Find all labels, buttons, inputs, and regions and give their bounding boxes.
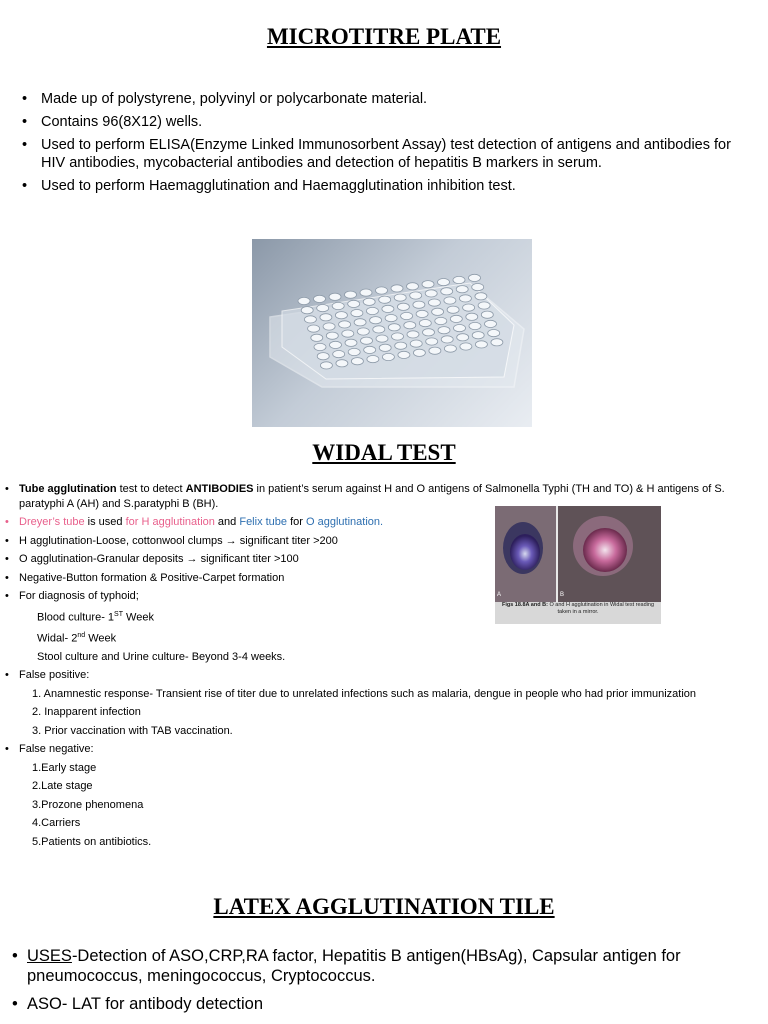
plate-well: [469, 274, 481, 281]
plate-well: [404, 322, 416, 329]
plate-well: [348, 300, 360, 307]
text: 3. Prior vaccination with TAB vaccination.: [32, 724, 233, 737]
plate-well: [391, 285, 403, 292]
bold-text: ANTIBODIES: [185, 483, 254, 495]
plate-well: [314, 295, 326, 302]
bullet-text: ASO- LAT for antibody detection: [27, 995, 264, 1013]
bullet-icon: •: [5, 553, 9, 565]
plate-well: [454, 325, 466, 332]
list-item: [12, 994, 752, 1014]
plate-well: [360, 289, 372, 296]
list-item: [22, 136, 752, 172]
plate-well: [398, 351, 410, 358]
bullet-text: Used to perform Haemagglutination and Haemagglutination inhibition test.: [41, 178, 516, 194]
bullet-icon: •: [5, 669, 9, 682]
false-negative-label: False negative:: [19, 743, 94, 756]
text: 4.Carriers: [32, 817, 81, 830]
plate-well: [441, 288, 453, 295]
bullet-icon: •: [5, 534, 9, 547]
bullet-icon: •: [12, 995, 18, 1013]
plate-well: [425, 290, 437, 297]
plate-well: [342, 330, 354, 337]
widal-test-photo: [495, 506, 661, 624]
plate-well: [376, 335, 388, 342]
plate-well: [345, 339, 357, 346]
plate-well: [457, 334, 469, 341]
plate-well: [348, 348, 360, 355]
plate-well: [401, 312, 413, 319]
list-item: [32, 798, 760, 813]
bullet-text: Negative-Button formation & Positive-Carpet formation: [19, 571, 285, 584]
plate-illustration: [252, 239, 532, 427]
plate-well: [298, 297, 310, 304]
plate-well: [413, 349, 425, 356]
list-item: [22, 177, 752, 195]
bullet-icon: •: [5, 590, 9, 602]
plate-well: [320, 362, 332, 369]
dreyer-tube-text: Dreyer’s tube: [19, 516, 85, 528]
latex-bullet-list: [12, 946, 752, 1022]
plate-well: [469, 322, 481, 329]
list-item: [12, 946, 752, 986]
plate-well: [394, 294, 406, 301]
text: Week: [123, 611, 154, 624]
list-item: [32, 687, 760, 702]
text: Widal- 2: [37, 632, 78, 645]
h-agglutination-text: for H agglutination: [125, 516, 215, 528]
text: for: [287, 516, 306, 528]
list-item: [22, 113, 752, 131]
bullet-text: O agglutination-Granular deposits → significant titer >100: [19, 553, 299, 565]
plate-well: [472, 284, 484, 291]
bullet-icon: •: [22, 178, 28, 194]
bullet-icon: •: [22, 114, 28, 130]
plate-well: [481, 311, 493, 318]
bullet-text: Made up of polystyrene, polyvinyl or polycarbonate material.: [41, 91, 428, 107]
plate-well: [364, 346, 376, 353]
plate-well: [317, 305, 329, 312]
text: 2.Late stage: [32, 780, 93, 793]
plate-well: [410, 340, 422, 347]
list-item: [32, 724, 760, 739]
widal-photo-illustration: [495, 506, 661, 602]
plate-well: [311, 334, 323, 341]
list-item: [5, 668, 760, 683]
felix-tube-text: Felix tube: [239, 516, 288, 528]
plate-well: [435, 317, 447, 324]
plate-well: [438, 279, 450, 286]
plate-well: [336, 360, 348, 367]
caption-text: O and H agglutination in Widal test reading taken in a mirror.: [547, 602, 655, 615]
plate-well: [351, 358, 363, 365]
plate-well: [320, 314, 332, 321]
text: and: [214, 516, 240, 528]
plate-well: [329, 293, 341, 300]
plate-well: [426, 338, 438, 345]
plate-well: [335, 312, 347, 319]
bullet-icon: •: [5, 516, 9, 528]
bullet-text: For diagnosis of typhoid;: [19, 590, 139, 602]
plate-well: [407, 283, 419, 290]
list-item: [32, 761, 760, 776]
plate-well: [317, 353, 329, 360]
text: 1.Early stage: [32, 761, 97, 774]
plate-well: [423, 329, 435, 336]
text: Stool culture and Urine culture- Beyond 3-4 weeks.: [37, 650, 286, 663]
bullet-icon: •: [22, 91, 28, 107]
plate-well: [363, 298, 375, 305]
plate-well: [323, 323, 335, 330]
plate-well: [314, 343, 326, 350]
text: 2. Inapparent infection: [32, 706, 141, 719]
bold-text: Tube agglutination: [19, 483, 117, 495]
text: test to detect: [116, 483, 186, 495]
text: Blood culture- 1: [37, 611, 115, 624]
plate-well: [395, 342, 407, 349]
plate-well: [379, 344, 391, 351]
plate-well: [354, 319, 366, 326]
uses-label: USES: [27, 947, 72, 965]
figure-caption: [495, 602, 661, 624]
list-item: [22, 90, 752, 108]
bullet-icon: •: [22, 137, 28, 153]
plate-well: [475, 341, 487, 348]
plate-well: [422, 281, 434, 288]
list-item: [32, 705, 760, 720]
plate-well: [332, 302, 344, 309]
plate-well: [366, 307, 378, 314]
superscript: nd: [77, 631, 86, 639]
bullet-icon: •: [12, 947, 18, 965]
plate-well: [429, 347, 441, 354]
plate-well: [382, 305, 394, 312]
plate-well: [419, 320, 431, 327]
plate-well: [361, 337, 373, 344]
plate-well: [453, 276, 465, 283]
plate-well: [326, 332, 338, 339]
bullet-text: H agglutination-Loose, cottonwool clumps → significant titer >200: [19, 534, 338, 547]
text: 3.Prozone phenomena: [32, 798, 144, 811]
plate-well: [330, 341, 342, 348]
text: 5.Patients on antibiotics.: [32, 835, 152, 848]
plate-well: [407, 331, 419, 338]
bullet-text: Contains 96(8X12) wells.: [41, 114, 203, 130]
plate-well: [351, 310, 363, 317]
plate-well: [416, 310, 428, 317]
figure-label-b: B: [560, 592, 565, 598]
plate-well: [357, 328, 369, 335]
plate-well: [333, 351, 345, 358]
plate-well: [301, 307, 313, 314]
plate-well: [447, 306, 459, 313]
bullet-icon: •: [5, 571, 9, 584]
plate-well: [456, 286, 468, 293]
text: is used: [84, 516, 126, 528]
plate-well: [339, 321, 351, 328]
plate-well: [413, 301, 425, 308]
plate-well: [438, 327, 450, 334]
plate-well: [450, 315, 462, 322]
list-item: [5, 742, 760, 757]
plate-well: [472, 332, 484, 339]
plate-well: [308, 325, 320, 332]
plate-well: [376, 287, 388, 294]
list-item: [37, 629, 760, 646]
plate-well: [488, 330, 500, 337]
microtitre-plate-image: [252, 239, 532, 427]
plate-well: [444, 297, 456, 304]
uses-text: -Detection of ASO,CRP,RA factor, Hepatitis B antigen(HBsAg), Capsular antigen for pneumococcus, meningococcus, Cryptococcus.: [27, 947, 681, 985]
plate-well: [478, 302, 490, 309]
plate-well: [304, 316, 316, 323]
bullet-icon: •: [5, 483, 9, 495]
false-positive-label: False positive:: [19, 669, 90, 682]
caption-bold: Figs 18.8A and B:: [501, 602, 548, 608]
plate-well: [491, 339, 503, 346]
widal-title: WIDAL TEST: [312, 440, 456, 465]
plate-well: [428, 299, 440, 306]
plate-well: [379, 296, 391, 303]
list-item: [32, 816, 760, 831]
text: in patient’s serum against H and O antigens of Salmonella Typhi (TH and TO) & H antigens of S. paratyphi A (AH) and S.paratyphi B (BH).: [19, 483, 725, 510]
plate-well: [460, 343, 472, 350]
plate-well: [388, 324, 400, 331]
plate-well: [385, 315, 397, 322]
plate-well: [392, 333, 404, 340]
plate-well: [345, 291, 357, 298]
plate-well: [367, 356, 379, 363]
list-item: [37, 650, 760, 665]
plate-well: [441, 336, 453, 343]
list-item: [32, 779, 760, 794]
list-item: [32, 835, 760, 850]
plate-well: [382, 353, 394, 360]
plate-well: [432, 308, 444, 315]
superscript: ST: [114, 610, 123, 618]
plate-well: [373, 326, 385, 333]
plate-well: [459, 295, 471, 302]
plate-well: [397, 303, 409, 310]
plate-well: [466, 313, 478, 320]
latex-title: LATEX AGGLUTINATION TILE: [213, 894, 555, 919]
o-agglutination-text: O agglutination.: [306, 516, 384, 528]
text: Week: [85, 632, 117, 645]
microtitre-bullet-list: [22, 90, 752, 200]
microtitre-title: MICROTITRE PLATE: [266, 24, 502, 49]
bullet-icon: •: [5, 743, 9, 756]
bullet-text: Used to perform ELISA(Enzyme Linked Immunosorbent Assay) test detection of antigens and antibodies for HIV antibodies, mycobacterial antibodies and detection of hepatitis B markers in serum.: [41, 137, 731, 171]
plate-well: [463, 304, 475, 311]
text: 1. Anamnestic response- Transient rise of titer due to unrelated infections such as malaria, dengue in people who had prior immunization: [32, 687, 697, 700]
plate-well: [444, 345, 456, 352]
plate-well: [485, 320, 497, 327]
figure-label-a: A: [497, 592, 502, 598]
plate-well: [475, 293, 487, 300]
plate-well: [410, 292, 422, 299]
plate-well: [370, 317, 382, 324]
